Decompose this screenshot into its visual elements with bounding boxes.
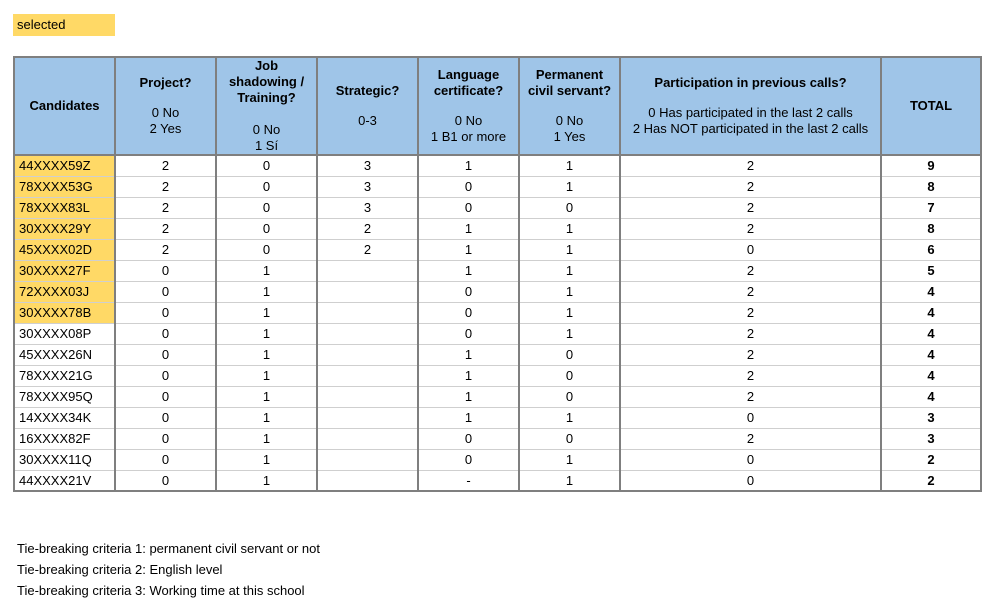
candidate-id-cell[interactable]: 30XXXX78B: [14, 302, 115, 323]
language-cell[interactable]: -: [418, 470, 519, 491]
permanent-cell[interactable]: 0: [519, 386, 620, 407]
previous-cell[interactable]: 0: [620, 239, 881, 260]
table-row: [14, 197, 981, 218]
total-cell[interactable]: 4: [881, 386, 981, 407]
strategic-cell[interactable]: [317, 386, 418, 407]
language-cell[interactable]: 0: [418, 428, 519, 449]
project-cell[interactable]: 2: [115, 176, 216, 197]
table-row: [14, 260, 981, 281]
project-cell[interactable]: 2: [115, 155, 216, 176]
previous-cell[interactable]: 2: [620, 428, 881, 449]
candidate-id-cell[interactable]: 45XXXX26N: [14, 344, 115, 365]
total-cell[interactable]: 6: [881, 239, 981, 260]
language-cell[interactable]: 1: [418, 260, 519, 281]
previous-cell[interactable]: 2: [620, 218, 881, 239]
project-cell[interactable]: 0: [115, 323, 216, 344]
strategic-cell[interactable]: [317, 365, 418, 386]
table-row: [14, 176, 981, 197]
header-project: Project? 0 No 2 Yes: [115, 57, 216, 155]
tie-break-note-1: Tie-breaking criteria 1: permanent civil servant or not: [17, 541, 320, 556]
table-row: [14, 323, 981, 344]
job-cell[interactable]: 1: [216, 386, 317, 407]
candidate-id-cell[interactable]: 16XXXX82F: [14, 428, 115, 449]
table-row: [14, 449, 981, 470]
language-cell[interactable]: 0: [418, 176, 519, 197]
job-cell[interactable]: 1: [216, 281, 317, 302]
language-cell[interactable]: 1: [418, 407, 519, 428]
strategic-cell[interactable]: 3: [317, 176, 418, 197]
project-cell[interactable]: 2: [115, 239, 216, 260]
job-cell[interactable]: 0: [216, 218, 317, 239]
project-cell[interactable]: 2: [115, 197, 216, 218]
candidate-id-cell[interactable]: 14XXXX34K: [14, 407, 115, 428]
strategic-cell[interactable]: 3: [317, 197, 418, 218]
selected-legend-label: selected: [17, 17, 66, 32]
job-cell[interactable]: 1: [216, 344, 317, 365]
language-cell[interactable]: 0: [418, 302, 519, 323]
permanent-cell[interactable]: 0: [519, 365, 620, 386]
permanent-cell[interactable]: 1: [519, 260, 620, 281]
previous-cell[interactable]: 2: [620, 155, 881, 176]
total-cell[interactable]: 8: [881, 176, 981, 197]
language-cell[interactable]: 1: [418, 218, 519, 239]
table-row: [14, 470, 981, 491]
total-cell[interactable]: 2: [881, 470, 981, 491]
language-cell[interactable]: 1: [418, 155, 519, 176]
previous-cell[interactable]: 2: [620, 323, 881, 344]
permanent-cell[interactable]: 1: [519, 407, 620, 428]
previous-cell[interactable]: 2: [620, 365, 881, 386]
previous-cell[interactable]: 2: [620, 281, 881, 302]
strategic-cell[interactable]: [317, 428, 418, 449]
permanent-cell[interactable]: 1: [519, 239, 620, 260]
job-cell[interactable]: 1: [216, 407, 317, 428]
strategic-cell[interactable]: [317, 260, 418, 281]
total-cell[interactable]: 5: [881, 260, 981, 281]
language-cell[interactable]: 0: [418, 323, 519, 344]
job-cell[interactable]: 1: [216, 449, 317, 470]
previous-cell[interactable]: 0: [620, 470, 881, 491]
project-cell[interactable]: 0: [115, 260, 216, 281]
project-cell[interactable]: 0: [115, 470, 216, 491]
permanent-cell[interactable]: 1: [519, 302, 620, 323]
header-permanent: Permanent civil servant? 0 No 1 Yes: [519, 57, 620, 155]
language-cell[interactable]: 1: [418, 386, 519, 407]
job-cell[interactable]: 1: [216, 428, 317, 449]
total-cell[interactable]: 4: [881, 365, 981, 386]
strategic-cell[interactable]: 3: [317, 155, 418, 176]
total-cell[interactable]: 8: [881, 218, 981, 239]
total-cell[interactable]: 7: [881, 197, 981, 218]
permanent-cell[interactable]: 1: [519, 281, 620, 302]
strategic-cell[interactable]: [317, 470, 418, 491]
project-cell[interactable]: 0: [115, 302, 216, 323]
tie-break-note-3: Tie-breaking criteria 3: Working time at this school: [17, 583, 305, 598]
table-row: [14, 281, 981, 302]
job-cell[interactable]: 0: [216, 239, 317, 260]
permanent-cell[interactable]: 1: [519, 470, 620, 491]
job-cell[interactable]: 0: [216, 176, 317, 197]
candidate-id-cell[interactable]: 30XXXX08P: [14, 323, 115, 344]
job-cell[interactable]: 1: [216, 470, 317, 491]
candidate-id-cell[interactable]: 78XXXX53G: [14, 176, 115, 197]
header-candidates: Candidates: [14, 57, 115, 155]
total-cell[interactable]: 4: [881, 302, 981, 323]
language-cell[interactable]: 1: [418, 365, 519, 386]
table-row: [14, 218, 981, 239]
header-previous-calls: Participation in previous calls? 0 Has participated in the last 2 calls 2 Has NOT participated in the last 2 calls: [620, 57, 881, 155]
strategic-cell[interactable]: [317, 407, 418, 428]
table-row: [14, 344, 981, 365]
strategic-cell[interactable]: [317, 344, 418, 365]
header-row: [14, 57, 981, 155]
previous-cell[interactable]: 2: [620, 302, 881, 323]
total-cell[interactable]: 2: [881, 449, 981, 470]
candidates-table: [13, 56, 982, 492]
language-cell[interactable]: 0: [418, 281, 519, 302]
candidate-id-cell[interactable]: 30XXXX27F: [14, 260, 115, 281]
job-cell[interactable]: 1: [216, 365, 317, 386]
table-row: [14, 239, 981, 260]
candidate-id-cell[interactable]: 30XXXX29Y: [14, 218, 115, 239]
strategic-cell[interactable]: [317, 281, 418, 302]
previous-cell[interactable]: 0: [620, 407, 881, 428]
strategic-cell[interactable]: [317, 302, 418, 323]
table-row: [14, 155, 981, 176]
candidate-id-cell[interactable]: 30XXXX11Q: [14, 449, 115, 470]
header-strategic: Strategic? 0-3: [317, 57, 418, 155]
project-cell[interactable]: 0: [115, 344, 216, 365]
table-row: [14, 407, 981, 428]
total-cell[interactable]: 9: [881, 155, 981, 176]
language-cell[interactable]: 0: [418, 197, 519, 218]
total-cell[interactable]: 4: [881, 323, 981, 344]
candidate-id-cell[interactable]: 78XXXX83L: [14, 197, 115, 218]
table-row: [14, 365, 981, 386]
total-cell[interactable]: 4: [881, 281, 981, 302]
language-cell[interactable]: 1: [418, 344, 519, 365]
total-cell[interactable]: 3: [881, 428, 981, 449]
permanent-cell[interactable]: 1: [519, 449, 620, 470]
tie-breaking-notes: [17, 538, 320, 601]
project-cell[interactable]: 0: [115, 407, 216, 428]
project-cell[interactable]: 2: [115, 218, 216, 239]
permanent-cell[interactable]: 0: [519, 428, 620, 449]
language-cell[interactable]: 0: [418, 449, 519, 470]
permanent-cell[interactable]: 1: [519, 323, 620, 344]
previous-cell[interactable]: 2: [620, 176, 881, 197]
previous-cell[interactable]: 2: [620, 197, 881, 218]
project-cell[interactable]: 0: [115, 281, 216, 302]
total-cell[interactable]: 4: [881, 344, 981, 365]
language-cell[interactable]: 1: [418, 239, 519, 260]
candidate-id-cell[interactable]: 78XXXX95Q: [14, 386, 115, 407]
strategic-cell[interactable]: 2: [317, 218, 418, 239]
candidate-id-cell[interactable]: 45XXXX02D: [14, 239, 115, 260]
previous-cell[interactable]: 2: [620, 344, 881, 365]
job-cell[interactable]: 1: [216, 260, 317, 281]
header-language: Language certificate? 0 No 1 B1 or more: [418, 57, 519, 155]
project-cell[interactable]: 0: [115, 365, 216, 386]
strategic-cell[interactable]: [317, 449, 418, 470]
permanent-cell[interactable]: 1: [519, 176, 620, 197]
strategic-cell[interactable]: 2: [317, 239, 418, 260]
table-row: [14, 302, 981, 323]
candidate-id-cell[interactable]: 78XXXX21G: [14, 365, 115, 386]
candidate-id-cell[interactable]: 44XXXX59Z: [14, 155, 115, 176]
permanent-cell[interactable]: 1: [519, 218, 620, 239]
job-cell[interactable]: 0: [216, 197, 317, 218]
job-cell[interactable]: 1: [216, 323, 317, 344]
header-total: TOTAL: [881, 57, 981, 155]
project-cell[interactable]: 0: [115, 449, 216, 470]
candidate-id-cell[interactable]: 72XXXX03J: [14, 281, 115, 302]
selected-legend: [13, 14, 115, 36]
project-cell[interactable]: 0: [115, 386, 216, 407]
previous-cell[interactable]: 0: [620, 449, 881, 470]
tie-break-note-2: Tie-breaking criteria 2: English level: [17, 562, 223, 577]
job-cell[interactable]: 1: [216, 302, 317, 323]
table-row: [14, 428, 981, 449]
permanent-cell[interactable]: 1: [519, 155, 620, 176]
table-row: [14, 386, 981, 407]
previous-cell[interactable]: 2: [620, 386, 881, 407]
candidate-id-cell[interactable]: 44XXXX21V: [14, 470, 115, 491]
header-job-shadowing: Job shadowing / Training? 0 No 1 Sí: [216, 57, 317, 155]
project-cell[interactable]: 0: [115, 428, 216, 449]
total-cell[interactable]: 3: [881, 407, 981, 428]
job-cell[interactable]: 0: [216, 155, 317, 176]
permanent-cell[interactable]: 0: [519, 344, 620, 365]
permanent-cell[interactable]: 0: [519, 197, 620, 218]
strategic-cell[interactable]: [317, 323, 418, 344]
previous-cell[interactable]: 2: [620, 260, 881, 281]
